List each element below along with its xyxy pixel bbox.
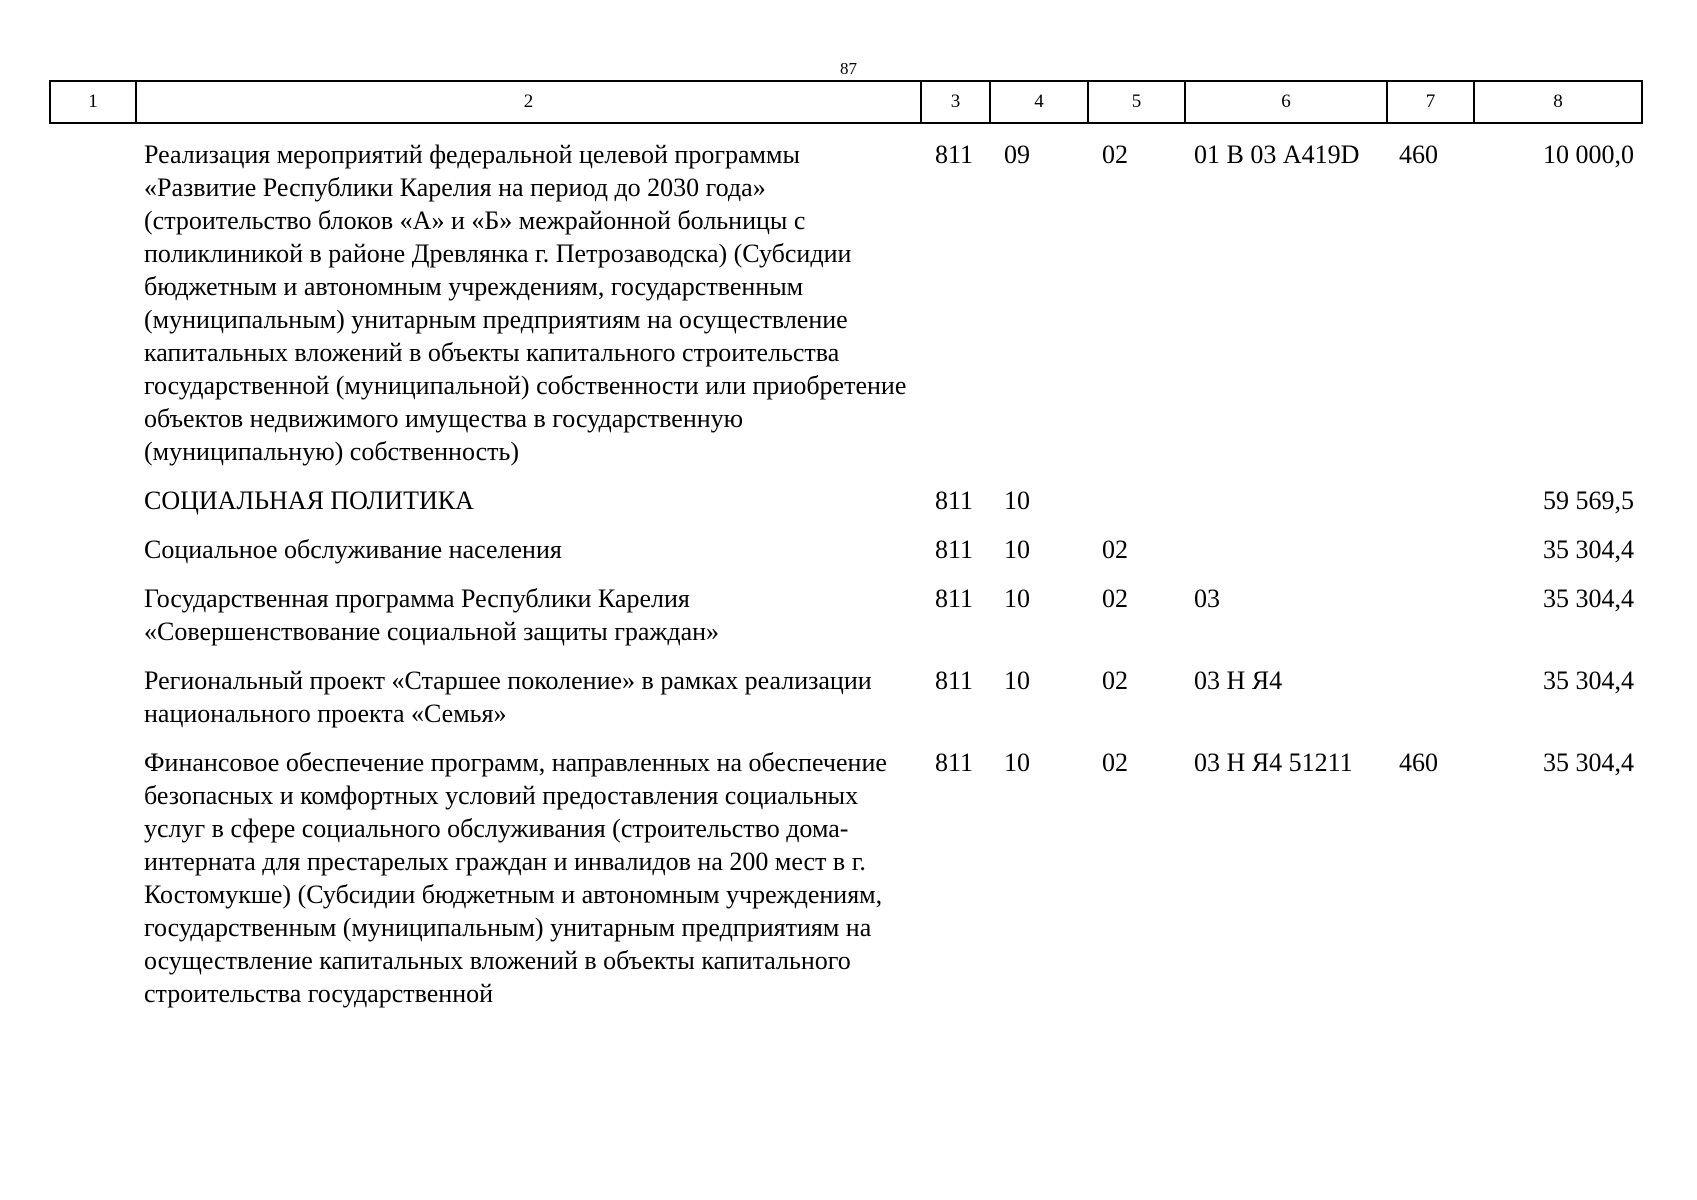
amount: 35 304,4 [1543, 535, 1634, 564]
ministry-code: 811 [935, 535, 974, 564]
row-index-cell [50, 533, 136, 582]
amount: 35 304,4 [1543, 584, 1634, 613]
column-number-7: 7 [1387, 81, 1474, 123]
expense-type-code [1387, 533, 1474, 582]
table-row [50, 582, 1642, 664]
expense-type-code: 460 [1399, 140, 1438, 169]
section-code: 10 [1004, 584, 1030, 613]
ministry-code: 811 [935, 486, 974, 515]
subsection-code: 02 [1102, 535, 1128, 564]
column-number-1: 1 [50, 81, 136, 123]
amount: 35 304,4 [1543, 748, 1634, 777]
subsection-code: 02 [1102, 748, 1128, 777]
subsection-code: 02 [1102, 584, 1128, 613]
item-name: СОЦИАЛЬНАЯ ПОЛИТИКА [144, 486, 474, 515]
ministry-code: 811 [935, 140, 974, 169]
amount: 59 569,5 [1543, 486, 1634, 515]
column-number-2: 2 [136, 81, 921, 123]
row-index-cell [50, 123, 136, 484]
column-number-3: 3 [921, 81, 990, 123]
section-code: 10 [1004, 748, 1030, 777]
item-name: Социальное обслуживание населения [144, 535, 562, 564]
table-row [50, 664, 1642, 746]
amount: 35 304,4 [1543, 666, 1634, 695]
column-number-6: 6 [1185, 81, 1387, 123]
row-index-cell [50, 484, 136, 533]
target-article-code: 01 В 03 А419D [1194, 140, 1360, 169]
ministry-code: 811 [935, 748, 974, 777]
section-code: 09 [1004, 140, 1030, 169]
item-name: Финансовое обеспечение программ, направленных на обеспечение безопасных и комфортных условий предоставления социальных услуг в сфере социального обслуживания (строительство дома-интерната для престарелых граждан и инвалидов на 200 мест в г. Костомукше) (Субсидии бюджетным и автономным учреждениям, государственным (муниципальным) унитарным предприятиям на осуществление капитальных вложений в объекты капитального строительства государственной [144, 748, 887, 1008]
budget-table [49, 80, 1643, 1026]
row-index-cell [50, 664, 136, 746]
target-article-code: 03 Н Я4 51211 [1194, 748, 1353, 777]
target-article-code [1185, 533, 1387, 582]
expense-type-code [1387, 484, 1474, 533]
amount: 10 000,0 [1543, 140, 1634, 169]
table-row [50, 533, 1642, 582]
expense-type-code [1387, 664, 1474, 746]
expense-type-code [1387, 582, 1474, 664]
column-number-5: 5 [1088, 81, 1185, 123]
row-index-cell [50, 746, 136, 1026]
target-article-code: 03 Н Я4 [1194, 666, 1283, 695]
item-name: Реализация мероприятий федеральной целевой программы «Развитие Республики Карелия на период до 2030 года» (строительство блоков «А» и «Б» межрайонной больницы с поликлиникой в районе Древлянка г. Петрозаводска) (Субсидии бюджетным и автономным учреждениям, государственным (муниципальным) унитарным предприятиям на осуществление капитальных вложений в объекты капитального строительства государственной (муниципальной) собственности или приобретение объектов недвижимого имущества в государственную (муниципальную) собственность) [144, 140, 907, 466]
table-row [50, 123, 1642, 484]
column-number-8: 8 [1474, 81, 1642, 123]
column-number-row [50, 81, 1642, 123]
target-article-code: 03 [1194, 584, 1220, 613]
subsection-code: 02 [1102, 140, 1128, 169]
table-row [50, 484, 1642, 533]
row-index-cell [50, 582, 136, 664]
ministry-code: 811 [935, 666, 974, 695]
column-number-4: 4 [990, 81, 1088, 123]
page-number: 87 [840, 59, 857, 78]
table-row [50, 746, 1642, 1026]
subsection-code: 02 [1102, 666, 1128, 695]
ministry-code: 811 [935, 584, 974, 613]
section-code: 10 [1004, 535, 1030, 564]
item-name: Государственная программа Республики Карелия «Совершенствование социальной защиты граждан» [144, 584, 720, 646]
expense-type-code: 460 [1399, 748, 1438, 777]
target-article-code [1185, 484, 1387, 533]
subsection-code [1088, 484, 1185, 533]
section-code: 10 [1004, 486, 1030, 515]
item-name: Региональный проект «Старшее поколение» в рамках реализации национального проекта «Семья» [144, 666, 872, 728]
section-code: 10 [1004, 666, 1030, 695]
